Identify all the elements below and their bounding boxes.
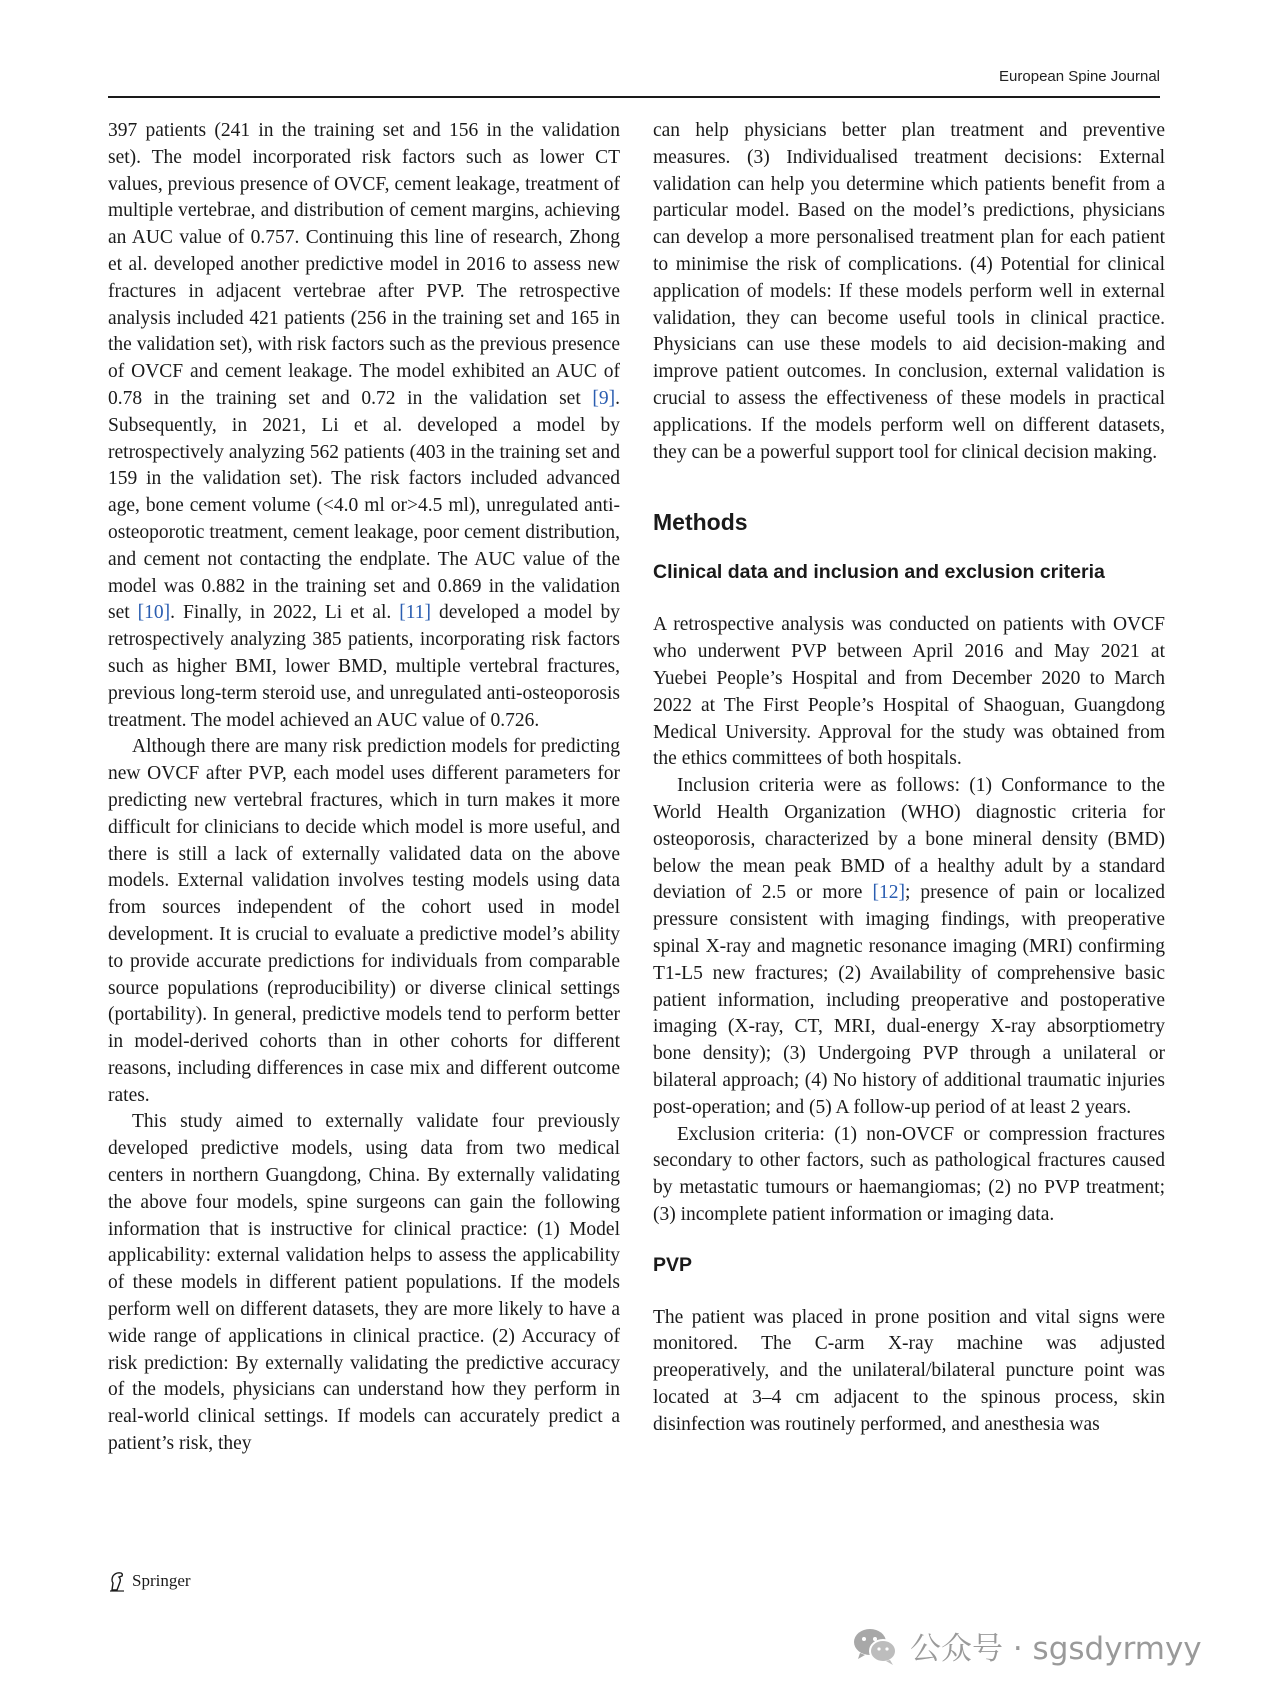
publisher-name: Springer xyxy=(132,1571,191,1590)
text-run: 397 patients (241 in the training set and 156 in the validation set). The model incorporated risk factors such as lower CT values, previous presence of OVCF, cement leakage, treatment of multiple vertebrae, and distribution of cement margins, achieving an AUC value of 0.757. Continuing this line of research, Zhong et al. developed another predictive model in 2016 to assess new fractures in adjacent vertebrae after PVP. The retrospective analysis included 421 patients (256 in the training set and 165 in the validation set), with risk factors such as the previous presence of OVCF and cement leakage. The model exhibited an AUC of 0.78 in the training set and 0.72 in the validation set xyxy=(108,120,620,409)
subsection-heading-clinical-data: Clinical data and inclusion and exclusion criteria xyxy=(653,561,1105,584)
springer-horse-icon xyxy=(108,1570,126,1592)
wechat-icon xyxy=(852,1626,898,1666)
right-column xyxy=(653,118,1165,1439)
watermark-text: 公众号 · sgsdyrmyy xyxy=(910,1631,1202,1667)
paragraph xyxy=(108,118,620,734)
journal-name: European Spine Journal xyxy=(999,68,1160,85)
text-run: ; presence of pain or localized pressure consistent with imaging findings, with preoperative spinal X-ray and magnetic resonance imaging (MRI) confirming T1-L5 new fractures; (2) Availability of comprehensive basic patient information, including preoperative and postoperative imaging (X-ray, CT, MRI, dual-energy X-ray absorptiometry bone density); (3) Undergoing PVP through a unilateral or bilateral approach; (4) No history of additional traumatic injuries post-operation; and (5) A follow-up period of at least 2 years. xyxy=(653,882,1165,1118)
subsection-heading-pvp: PVP xyxy=(653,1253,693,1276)
section-heading-methods: Methods xyxy=(653,509,748,536)
citation-link[interactable]: [11] xyxy=(399,602,431,624)
paragraph: The patient was placed in prone position and vital signs were monitored. The C-arm X-ray machine was adjusted preoperatively, and the unilateral/bilateral puncture point was located at 3–4 cm adjacent to the spinous process, skin disinfection was routinely performed, and anesthesia was xyxy=(653,1306,1165,1435)
paragraph: A retrospective analysis was conducted on patients with OVCF who underwent PVP between April 2016 and May 2021 at Yuebei People’s Hospital and from December 2020 to March 2022 at The First People’s Hospital of Shaoguan, Guangdong Medical University. Approval for the study was obtained from the ethics committees of both hospitals. xyxy=(653,614,1165,770)
text-run: developed a model by retrospectively analyzing 385 patients, incorporating risk factors such as higher BMI, lower BMD, multiple vertebral fractures, previous long-term steroid use, and unregulated anti-osteoporosis treatment. The model achieved an AUC value of 0.726. xyxy=(108,602,620,731)
citation-link[interactable]: [9] xyxy=(592,387,616,409)
paragraph xyxy=(653,773,1165,1121)
text-run: . Finally, in 2022, Li et al. xyxy=(170,602,400,624)
page-footer xyxy=(108,1570,191,1592)
wechat-watermark xyxy=(852,1623,1202,1668)
running-header xyxy=(108,68,1160,98)
text-run: . Subsequently, in 2021, Li et al. developed a model by retrospectively analyzing 562 patients (403 in the training set and 159 in the validation set). The risk factors included advanced age, bone cement volume (<4.0 ml or>4.5 ml), unregulated anti-osteoporotic treatment, cement leakage, poor cement distribution, and cement not contacting the endplate. The AUC value of the model was 0.882 in the training set and 0.869 in the validation set xyxy=(108,387,620,624)
text-run: Inclusion criteria were as follows: (1) Conformance to the World Health Organization (WHO) diagnostic criteria for osteoporosis, characterized by a bone mineral density (BMD) below the mean peak BMD of a healthy adult by a standard deviation of 2.5 or more xyxy=(653,775,1165,904)
citation-link[interactable]: [12] xyxy=(872,882,905,904)
paragraph: This study aimed to externally validate four previously developed predictive models, using data from two medical centers in northern Guangdong, China. By externally validating the above four models, spine surgeons can gain the following information that is instructive for clinical practice: (1) Model applicability: external validation helps to assess the applicability of these models in different patient populations. If the models perform well on different datasets, they are more likely to have a wide range of applications in clinical practice. (2) Accuracy of risk prediction: By externally validating the predictive accuracy of the models, physicians can understand how they perform in real-world clinical settings. If models can accurately predict a patient’s risk, they xyxy=(108,1111,620,1455)
left-column xyxy=(108,118,620,1458)
paragraph: Although there are many risk prediction models for predicting new OVCF after PVP, each model uses different parameters for predicting new vertebral fractures, which in turn makes it more difficult for clinicians to decide which model is more useful, and there is still a lack of externally validated data on the above models. External validation involves testing models using data from sources independent of the cohort used in model development. It is crucial to evaluate a predictive model’s ability to provide accurate predictions for individuals from comparable source populations (reproducibility) or diverse clinical settings (portability). In general, predictive models tend to perform better in model-derived cohorts than in other cohorts for different reasons, including differences in case mix and different outcome rates. xyxy=(108,736,620,1106)
citation-link[interactable]: [10] xyxy=(137,602,171,624)
paragraph: can help physicians better plan treatment and preventive measures. (3) Individualised treatment decisions: External validation can help you determine which patients benefit from a particular model. Based on the model’s predictions, physicians can develop a more personalised treatment plan for each patient to minimise the risk of complications. (4) Potential for clinical application of models: If these models perform well in external validation, they can become useful tools in clinical practice. Physicians can use these models to aid decision-making and improve patient outcomes. In conclusion, external validation is crucial to assess the effectiveness of these models in practical applications. If the models perform well on different datasets, they can be a powerful support tool for clinical decision making. xyxy=(653,120,1165,463)
paragraph: Exclusion criteria: (1) non-OVCF or compression fractures secondary to other factors, such as pathological fractures caused by metastatic tumours or haemangiomas; (2) no PVP treatment; (3) incomplete patient information or imaging data. xyxy=(653,1123,1165,1225)
